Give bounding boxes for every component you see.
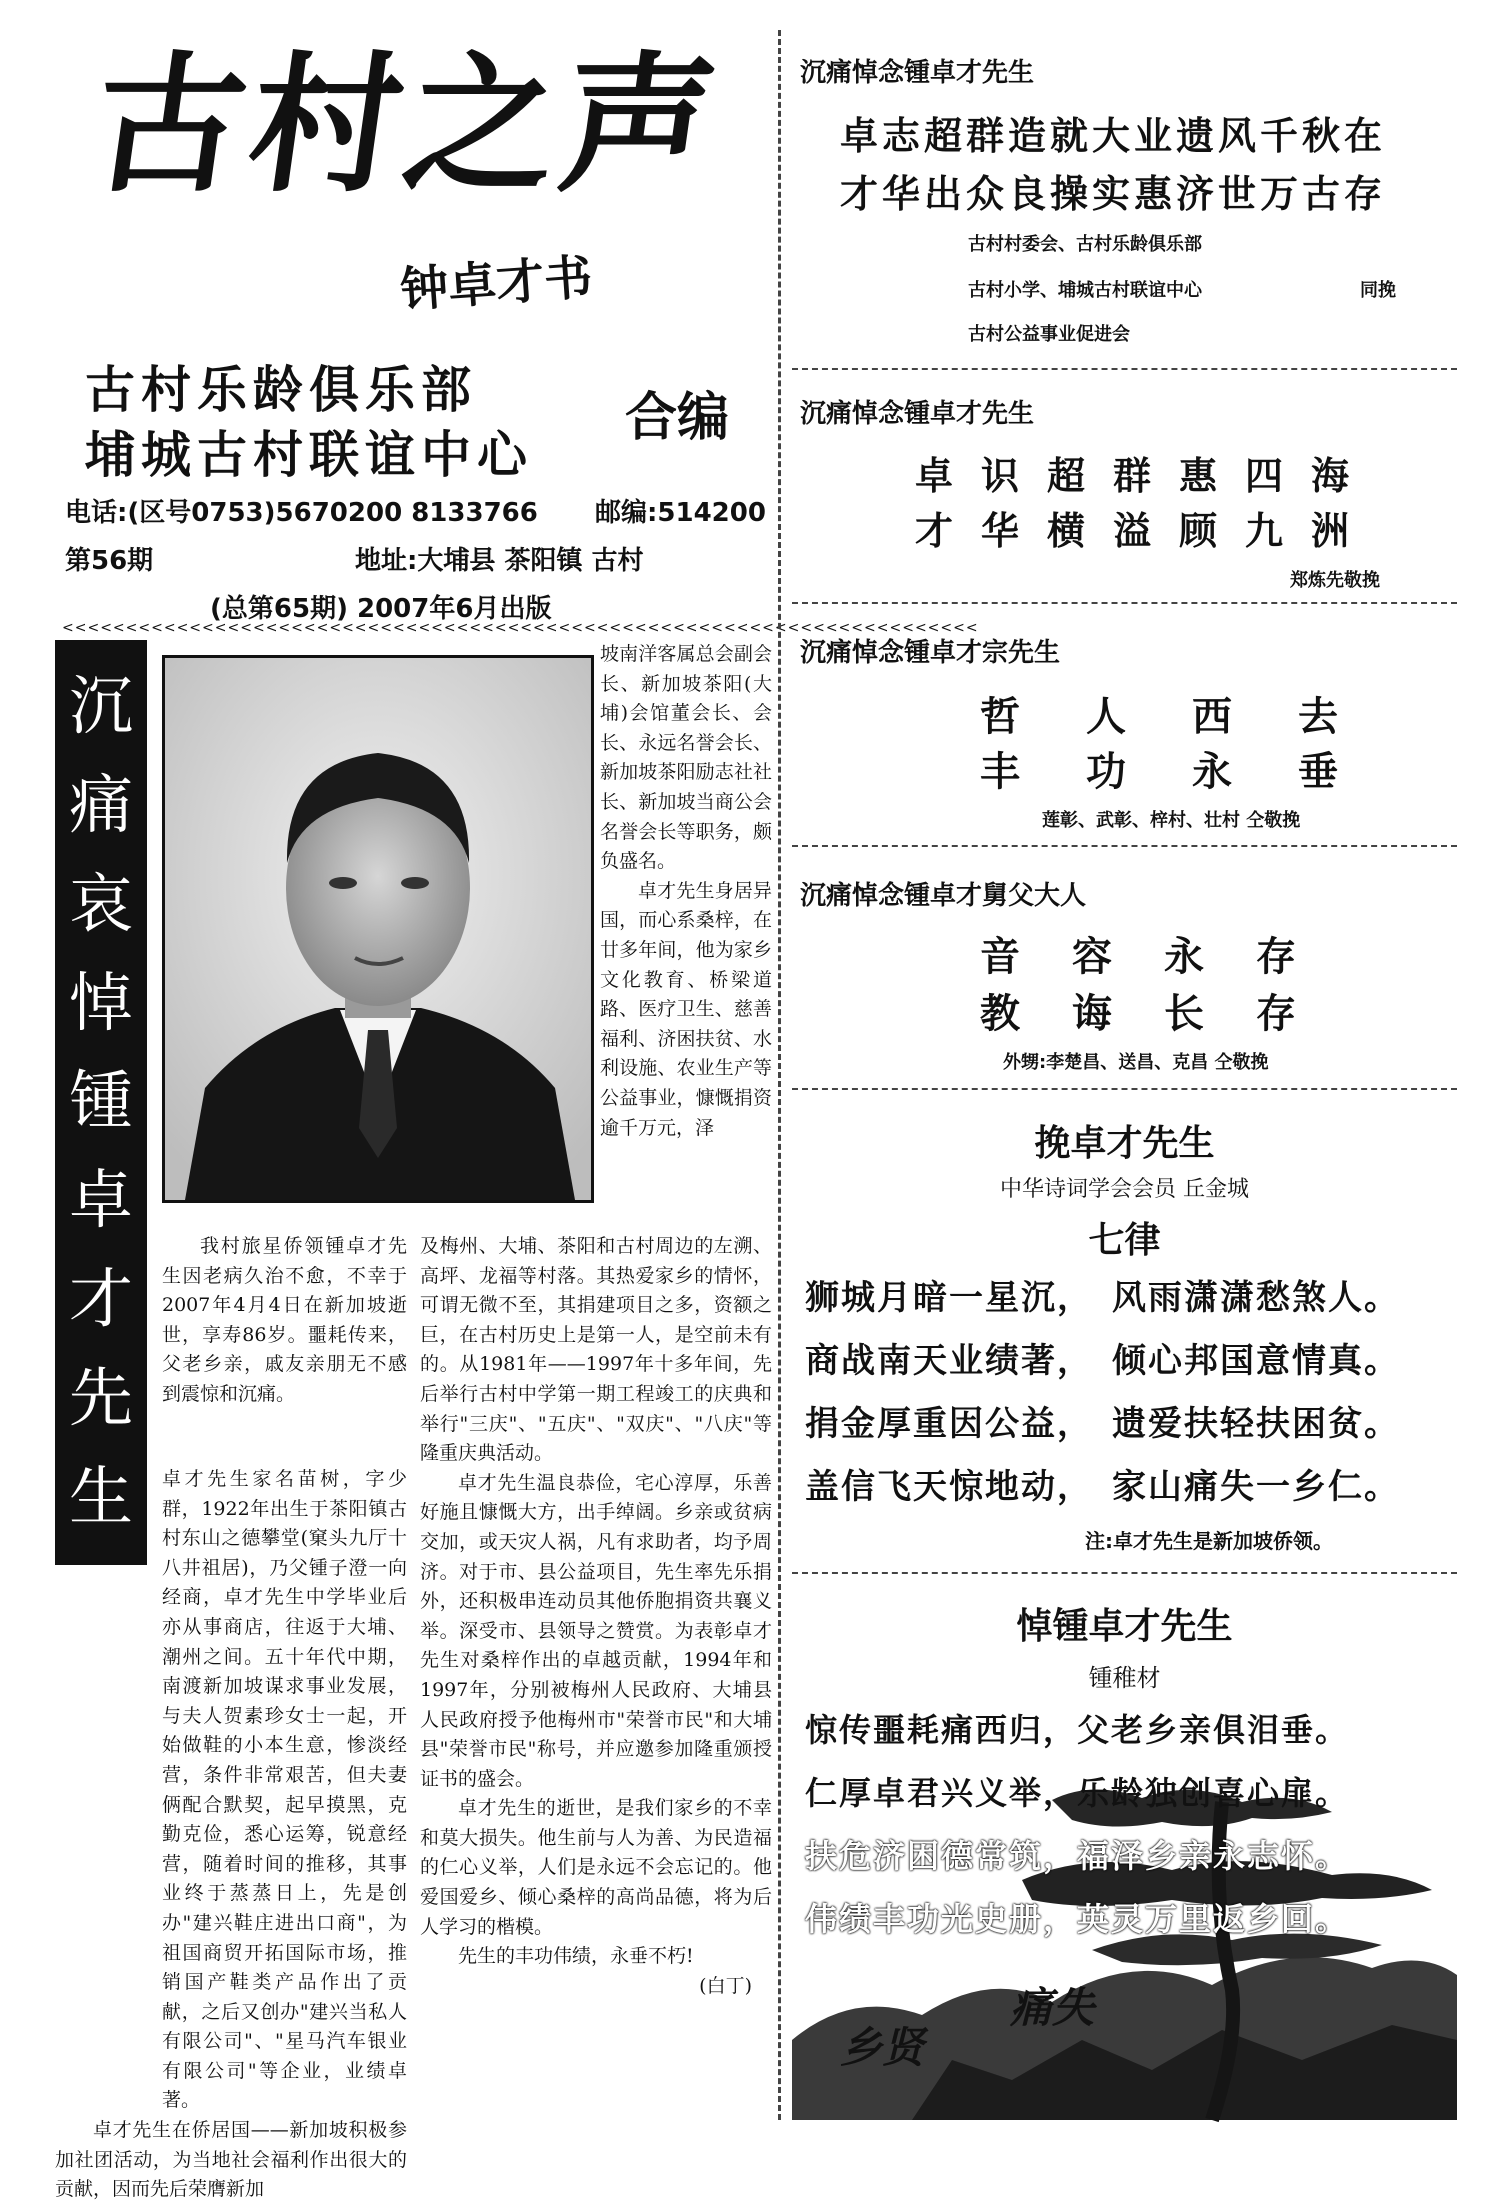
poem2-title: 悼锺卓才先生 xyxy=(1016,1606,1233,1647)
contact-postcode: 邮编:514200 xyxy=(595,498,766,528)
publisher-joint: 合编 xyxy=(625,388,730,448)
vertical-title-char: 先 xyxy=(69,1361,133,1436)
portrait-photo xyxy=(162,655,594,1203)
masthead-title: 古村之声 xyxy=(82,37,732,213)
elegy2-signature: 郑炼先敬挽 xyxy=(1290,570,1380,591)
poem1-note: 注:卓才先生是新加坡侨领。 xyxy=(1085,1529,1333,1553)
article-left-upper xyxy=(162,1232,407,1410)
poem2-line: 仁厚卓君兴义举，乐龄独创喜心扉。 xyxy=(805,1774,1350,1812)
article-paragraph: 坡南洋客属总会副会长、新加坡茶阳(大埔)会馆董会长、会长、永远名誉会长、新加坡茶阳励志社社长、新加坡当商公会名誉会长等职务，颇负盛名。 xyxy=(600,643,772,873)
total-issue: (总第65期) 2007年6月出版 xyxy=(210,594,552,624)
elegy1-heading: 沉痛悼念锺卓才先生 xyxy=(800,58,1035,88)
elegy2-heading: 沉痛悼念锺卓才先生 xyxy=(800,399,1035,429)
elegy2-line1: 卓识超群惠四海 xyxy=(915,453,1378,498)
elegy1-signature2b: 同挽 xyxy=(1360,280,1396,301)
poem2-line: 伟绩丰功光史册，英灵万里返乡回。 xyxy=(805,1900,1350,1938)
poem1-line: 风雨潇潇愁煞人。 xyxy=(1112,1278,1400,1318)
poem2-author: 锺稚材 xyxy=(1088,1664,1161,1692)
poem1-line: 捐金厚重因公益， xyxy=(805,1404,1093,1444)
poem1-form: 七律 xyxy=(1088,1219,1161,1261)
article-paragraph: 及梅州、大埔、茶阳和古村周边的左溯、高坪、龙福等村落。其热爱家乡的情怀，可谓无微不至，其捐建项目之多，资额之巨，在古村历史上是第一人，是空前未有的。从1981年——1997年十多年间，先后举行古村中学第一期工程竣工的庆典和举行"三庆"、"五庆"、"双庆"、"八庆"等隆重庆典活动。 xyxy=(420,1235,772,1465)
article-paragraph: 卓才先生温良恭俭，宅心淳厚，乐善好施且慷慨大方，出手绰阔。乡亲或贫病交加，或天灾人祸，凡有求助者，均予周济。对于市、县公益项目，先生率先乐捐外，还积极串连动员其他侨胞捐资共襄义举。深受市、县领导之赞赏。为表彰卓才先生对桑梓作出的卓越贡献，1994年和1997年，分别被梅州人民政府、大埔县人民政府授予他梅州市"荣誉市民"和大埔县"荣誉市民"称号，并应邀参加隆重颁授证书的盛会。 xyxy=(420,1471,772,1790)
publisher-line1: 古村乐龄俱乐部 xyxy=(85,361,477,419)
article-left-lower xyxy=(55,1460,407,2201)
elegy1-signature2: 古村小学、埔城古村联谊中心 xyxy=(968,280,1202,301)
vertical-title-char: 卓 xyxy=(69,1164,133,1239)
poem1-line: 盖信飞天惊地动， xyxy=(805,1467,1093,1507)
elegy4-heading: 沉痛悼念锺卓才舅父大人 xyxy=(800,881,1087,911)
elegy-separator xyxy=(792,845,1457,847)
elegy2-line2: 才华横溢顾九洲 xyxy=(915,508,1378,553)
poem-separator xyxy=(792,1572,1457,1574)
poem2-overlay2: 乡贤 xyxy=(840,2023,925,2072)
elegy3-signature: 莲彰、武彰、梓村、壮村 仝敬挽 xyxy=(1042,810,1301,831)
vertical-title-char: 生 xyxy=(69,1460,133,1535)
elegy4-signature: 外甥:李楚昌、送昌、克昌 仝敬挽 xyxy=(1003,1052,1269,1073)
vertical-title-char: 才 xyxy=(69,1262,133,1337)
article-paragraph: 先生的丰功伟绩，永垂不朽! xyxy=(458,1945,694,1968)
publisher-line2: 埔城古村联谊中心 xyxy=(85,426,533,484)
elegy-separator xyxy=(792,368,1457,370)
elegy1-signature3: 古村公益事业促进会 xyxy=(968,324,1130,345)
elegy1-line1: 卓志超群造就大业遗风千秋在 xyxy=(840,113,1387,158)
article-paragraph: 卓才先生家名苗树，字少群，1922年出生于茶阳镇古村东山之德攀堂(窠头九厅十八井祖居)，乃父锺子澄一向经商，卓才先生中学毕业后亦从事商店，往返于大埔、潮州之间。五十年代中期，南渡新加坡谋求事业发展，与夫人贺素珍女士一起，开始做鞋的小本生意，惨淡经营，条件非常艰苦，但夫妻俩配合默契，起早摸黑，克勤克俭，悉心运筹，锐意经营，随着时间的推移，其事业终于蒸蒸日上，先是创办"建兴鞋庄进出口商"，为祖国商贸开拓国际市场，推销国产鞋类产品作出了贡献，之后又创办"建兴当私人有限公司"、"星马汽车银业有限公司"等企业，业绩卓著。 xyxy=(162,1468,407,2112)
poem1-title: 挽卓才先生 xyxy=(1034,1123,1215,1164)
elegy4-line2: 教诲长存 xyxy=(980,990,1348,1037)
elegy3-heading: 沉痛悼念锺卓才宗先生 xyxy=(800,638,1061,668)
arrow-divider: <<<<<<<<<<<<<<<<<<<<<<<<<<<<<<<<<<<<<<<<<<<<<<<<<<<<<<<<<<<<<<<<<<<<<<<< xyxy=(62,620,979,636)
vertical-title-char: 沉 xyxy=(69,670,133,745)
contact-address: 地址:大埔县 茶阳镇 古村 xyxy=(355,546,644,576)
poem2-overlay1: 痛失 xyxy=(1010,1983,1095,2032)
masthead-calligrapher: 钟卓才书 xyxy=(398,249,595,319)
vertical-title-char: 哀 xyxy=(69,867,133,942)
vertical-title-char: 痛 xyxy=(69,769,133,844)
article-right-column xyxy=(600,640,772,1143)
poem2-line: 扶危济困德常筑，福泽乡亲永志怀。 xyxy=(805,1837,1350,1875)
article-paragraph: 卓才先生的逝世，是我们家乡的不幸和莫大损失。他生前与人为善、为民造福的仁心义举，人们是永远不会忘记的。他爱国爱乡、倾心桑梓的高尚品德，将为后人学习的楷模。 xyxy=(420,1797,772,1938)
poem1-line: 商战南天业绩著， xyxy=(805,1341,1093,1381)
vertical-title-char: 悼 xyxy=(69,966,133,1041)
poem1-line: 遗爱扶轻扶困贫。 xyxy=(1112,1404,1400,1444)
vertical-title xyxy=(55,640,147,1565)
contact-phone: 电话:(区号0753)5670200 8133766 xyxy=(65,498,538,528)
elegy-separator xyxy=(792,602,1457,604)
elegy4-line1: 音容永存 xyxy=(980,933,1348,980)
elegy-separator xyxy=(792,1088,1457,1090)
vertical-title-char: 锺 xyxy=(69,1065,133,1140)
portrait-illustration xyxy=(165,658,591,1200)
article-paragraph: 卓才先生在侨居国——新加坡积极参加社团活动，为当地社会福利作出很大的贡献，因而先后荣膺新加 xyxy=(55,2119,407,2201)
poem1-line: 狮城月暗一星沉， xyxy=(805,1278,1093,1318)
column-divider xyxy=(778,30,781,2120)
issue-number: 第56期 xyxy=(65,546,154,576)
article-paragraph: 我村旅星侨领锺卓才先生因老病久治不愈，不幸于2007年4月4日在新加坡逝世，享寿86岁。噩耗传来，父老乡亲，戚友亲朋无不感到震惊和沉痛。 xyxy=(162,1235,407,1405)
poem2-line: 惊传噩耗痛西归，父老乡亲俱泪垂。 xyxy=(805,1711,1350,1749)
elegy3-line2: 丰功永垂 xyxy=(980,748,1404,795)
poem1-line: 家山痛失一乡仁。 xyxy=(1112,1467,1400,1507)
poem1-line: 倾心邦国意情真。 xyxy=(1112,1341,1400,1381)
poem1-author: 中华诗词学会会员 丘金城 xyxy=(1000,1177,1249,1202)
elegy3-line1: 哲人西去 xyxy=(980,693,1404,740)
article-middle-column xyxy=(420,1232,772,2001)
elegy1-line2: 才华出众良操实惠济世万古存 xyxy=(840,171,1387,216)
article-paragraph: 卓才先生身居异国，而心系桑梓，在廿多年间，他为家乡文化教育、桥梁道路、医疗卫生、慈善福利、济困扶贫、水利设施、农业生产等公益事业，慷慨捐资逾千万元，泽 xyxy=(600,879,772,1139)
elegy1-signature1: 古村村委会、古村乐龄俱乐部 xyxy=(968,234,1202,255)
article-author: (白丁) xyxy=(699,1974,752,1997)
